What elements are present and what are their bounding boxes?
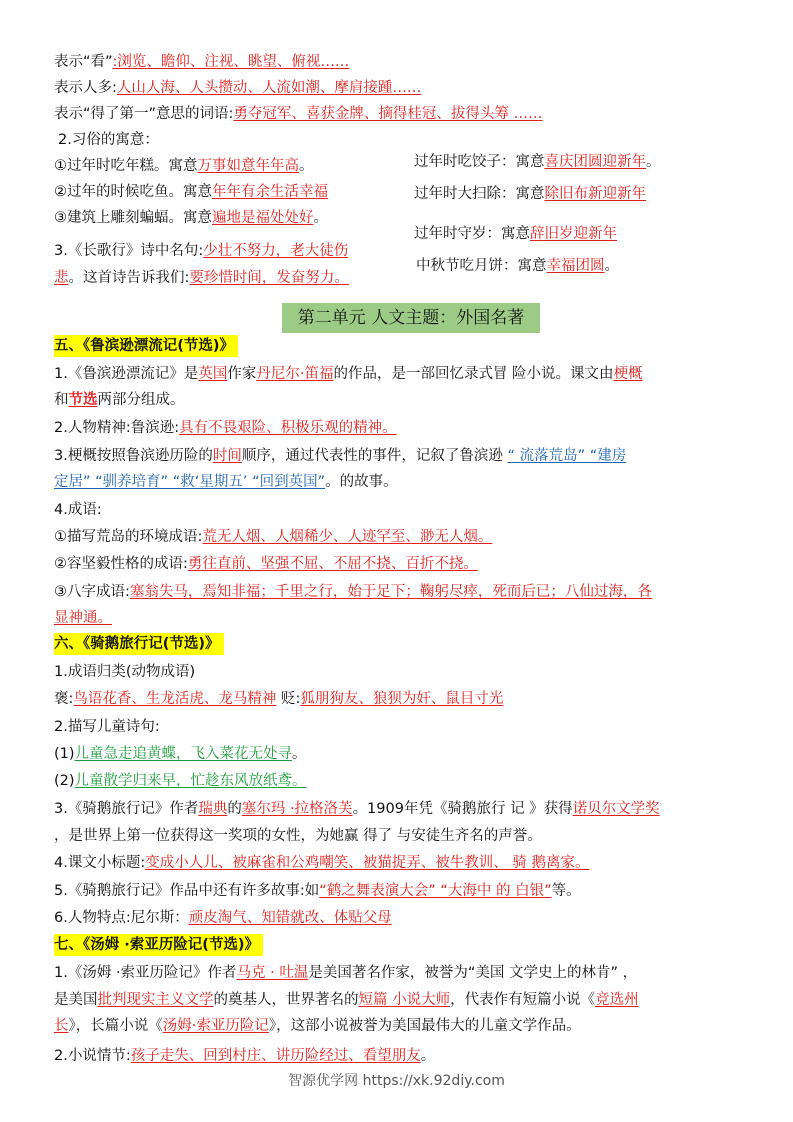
punct: 。 [646, 154, 661, 170]
answer: 时间 [212, 448, 242, 464]
answer: 遍地是福处处好 [212, 210, 314, 226]
text: 1.《鲁滨逊漂流记》是 [54, 366, 199, 382]
text-line [54, 1016, 581, 1036]
text-line: 4.成语: [54, 502, 102, 518]
answer: 幸福团圆 [546, 258, 605, 274]
answer: 批判现实主义文学 [97, 992, 214, 1008]
text: 1.《汤姆 ·索亚历险记》作者 [54, 965, 237, 981]
answer: 悲 [54, 270, 69, 286]
answer: 丹尼尔·笛福 [256, 366, 334, 382]
text: 是美国 [54, 992, 98, 1008]
synonym-look [54, 52, 349, 72]
text: 》，这部小说被誉为美国最伟大的儿童文学作品。 [268, 1018, 581, 1034]
label: 过年时守岁：寓意 [414, 226, 530, 242]
section-title: 五、《鲁滨逊漂流记(节选)》 [54, 335, 238, 357]
text-line [54, 853, 589, 873]
answer: 顽皮淘气、知错就改、体贴父母 [188, 910, 392, 926]
answer: 人山人海、人头攒动、人流如潮、摩肩接踵…… [116, 80, 422, 96]
text-line [54, 744, 307, 764]
custom-heading: 2.习俗的寓意： [58, 132, 159, 148]
label: 表示“看” [54, 54, 113, 70]
custom-item [416, 256, 619, 276]
text: 。1909年凭《骑鹅旅行 记 》获得 [352, 801, 573, 817]
text: 褒: [54, 691, 74, 707]
text: 贬: [276, 691, 301, 707]
answer: :浏览、瞻仰、注视、眺望、俯视…… [112, 54, 350, 70]
text-line [54, 908, 392, 928]
answer: “鹤之舞表演大会” “大海中 的 白银” [319, 883, 552, 899]
section-title: 七、《汤姆 ·索亚历险记(节选)》 [54, 934, 263, 956]
answer: 显神通。 [54, 610, 112, 626]
answer: 瑞典 [198, 801, 228, 817]
text-line [54, 689, 503, 709]
text: 两部分组成。 [97, 392, 185, 408]
text: 顺序，通过代表性的事件，记叙了鲁滨逊 [241, 448, 508, 464]
label: 3.《长歌行》诗中名句: [54, 243, 204, 259]
text-line [54, 418, 397, 438]
text: ①描写荒岛的环境成语: [54, 529, 203, 545]
text-line [54, 472, 398, 492]
label: ③建筑上雕刻蝙蝠。寓意 [54, 210, 212, 226]
text: (1) [54, 746, 75, 762]
text: 2.小说情节: [54, 1048, 131, 1064]
answer: 马克 · 吐温 [236, 965, 309, 981]
answer: 诺贝尔文学奖 [572, 801, 660, 817]
answer: 要珍惜时间，发奋努力。 [189, 270, 349, 286]
answer: 勇夺冠军、喜获金牌、摘得桂冠、拔得头筹 …… [233, 106, 543, 122]
answer: 具有不畏艰险、积极乐观的精神。 [179, 420, 397, 436]
custom-item [414, 152, 661, 172]
answer: 塞尔玛 ·拉格洛芙 [241, 801, 353, 817]
text: 2.人物精神:鲁滨逊: [54, 420, 180, 436]
text: 作家 [227, 366, 257, 382]
answer: 变成小人儿、被麻雀和公鸡嘲笑、被猫捉弄、被牛教训、 骑 鹅离家。 [145, 855, 590, 871]
answer: 塞翁失马，焉知非福；千里之行，始于足下；鞠躬尽瘁，死而后已；八仙过海，各 [129, 584, 652, 600]
text: 的奠基人，世界著名的 [213, 992, 359, 1008]
text: 和 [54, 392, 69, 408]
text: 3.《骑鹅旅行记》作者 [54, 801, 199, 817]
text-line [54, 990, 639, 1010]
answer: 年年有余生活幸福 [212, 184, 328, 200]
label: ①过年时吃年糕。寓意 [54, 158, 198, 174]
answer: 短篇 小说大师 [358, 992, 451, 1008]
answer: 梗概 [613, 366, 643, 382]
text: 。 [420, 1048, 436, 1064]
answer: 长 [54, 1018, 69, 1034]
custom-item [54, 182, 328, 202]
synonym-first [54, 104, 543, 124]
punct: 。 [313, 210, 328, 226]
text: 6.人物特点:尼尔斯： [54, 910, 189, 926]
label: 过年时大扫除：寓意 [414, 186, 545, 202]
answer: 汤姆·索亚历险记 [162, 1018, 269, 1034]
text-line: 1.成语归类(动物成语) [54, 664, 196, 680]
text: 》，长篇小说《 [68, 1018, 163, 1034]
answer: 荒无人烟、人烟稀少、人迹罕至、渺无人烟。 [202, 529, 493, 545]
text-line [54, 554, 478, 574]
text-line [54, 390, 185, 410]
text-line [54, 771, 307, 791]
text: 等。 [551, 883, 581, 899]
answer: 勇往直前、坚强不屈、不屈不挠、百折不挠。 [187, 556, 478, 572]
answer: 英国 [198, 366, 228, 382]
text-line: ，是世界上第一位获得这一奖项的女性，为她赢 得了 与安徒生齐名的声誉。 [54, 828, 542, 844]
answer: 喜庆团圆迎新年 [544, 154, 646, 170]
custom-item [414, 184, 646, 204]
answer: 节选 [68, 392, 98, 408]
punct: 。 [604, 258, 619, 274]
text-line [54, 364, 643, 384]
section-title: 六、《骑鹅旅行记(节选)》 [54, 633, 224, 655]
answer: 鸟语花香、生龙活虎、龙马精神 [73, 691, 277, 707]
answer: “ 流落荒岛” “建房 [507, 448, 627, 464]
answer: 孩子走失、回到村庄、讲历险经过、看望朋友 [130, 1048, 421, 1064]
text-line [54, 582, 652, 602]
answer: 儿童急走追黄蝶，飞入菜花无处寻 [74, 746, 293, 762]
text-line [54, 881, 581, 901]
custom-item [414, 224, 617, 244]
footer-watermark: 智源优学网 https://xk.92diy.com [288, 1073, 505, 1089]
label: 过年时吃饺子：寓意 [414, 154, 545, 170]
text: ，代表作有短篇小说《 [450, 992, 596, 1008]
text: 的作品，是一部回忆录式冒 险小说。课文由 [333, 366, 614, 382]
label: 表示“得了第一”意思的词语: [54, 106, 234, 122]
text: 5.《骑鹅旅行记》作品中还有许多故事:如 [54, 883, 320, 899]
text: 。的故事。 [325, 474, 398, 490]
poem-line [54, 241, 348, 261]
text: 4.课文小标题: [54, 855, 146, 871]
answer: 少壮不努力，老大徒伤 [203, 243, 349, 259]
answer: 儿童散学归来早，忙趁东风放纸鸢。 [74, 773, 307, 789]
unit-banner: 第二单元 人文主题：外国名著 [282, 303, 540, 333]
answer: 除旧布新迎新年 [544, 186, 646, 202]
poem-line [54, 268, 349, 288]
text-line [54, 608, 112, 628]
label: 。这首诗告诉我们: [68, 270, 190, 286]
text-line [54, 1046, 435, 1066]
label: 中秋节吃月饼：寓意 [416, 258, 547, 274]
custom-item [54, 208, 328, 228]
answer: 狐朋狗友、狼狈为奸、鼠目寸光 [300, 691, 504, 707]
text: 。 [292, 746, 307, 762]
label: 表示人多: [54, 80, 117, 96]
answer: 辞旧岁迎新年 [530, 226, 617, 242]
text-line [54, 799, 660, 819]
custom-item [54, 156, 314, 176]
answer: 竞选州 [595, 992, 639, 1008]
text: ②容坚毅性格的成语: [54, 556, 188, 572]
text: 3.梗概按照鲁滨逊历险的 [54, 448, 213, 464]
answer: 万事如意年年高 [197, 158, 299, 174]
synonym-crowd [54, 78, 421, 98]
text: 的 [227, 801, 242, 817]
text: 是美国著名作家，被誉为“美国 文学史上的林肯” ， [308, 965, 638, 981]
answer: 定居” “驯养培育” “救‘星期五’ “回到英国” [54, 474, 326, 490]
text-line [54, 446, 626, 466]
punct: 。 [299, 158, 314, 174]
text-line [54, 963, 637, 983]
text: (2) [54, 773, 75, 789]
text: ③八字成语: [54, 584, 130, 600]
text-line: 2.描写儿童诗句: [54, 719, 160, 735]
text-line [54, 527, 492, 547]
label: ②过年的时候吃鱼。寓意 [54, 184, 212, 200]
